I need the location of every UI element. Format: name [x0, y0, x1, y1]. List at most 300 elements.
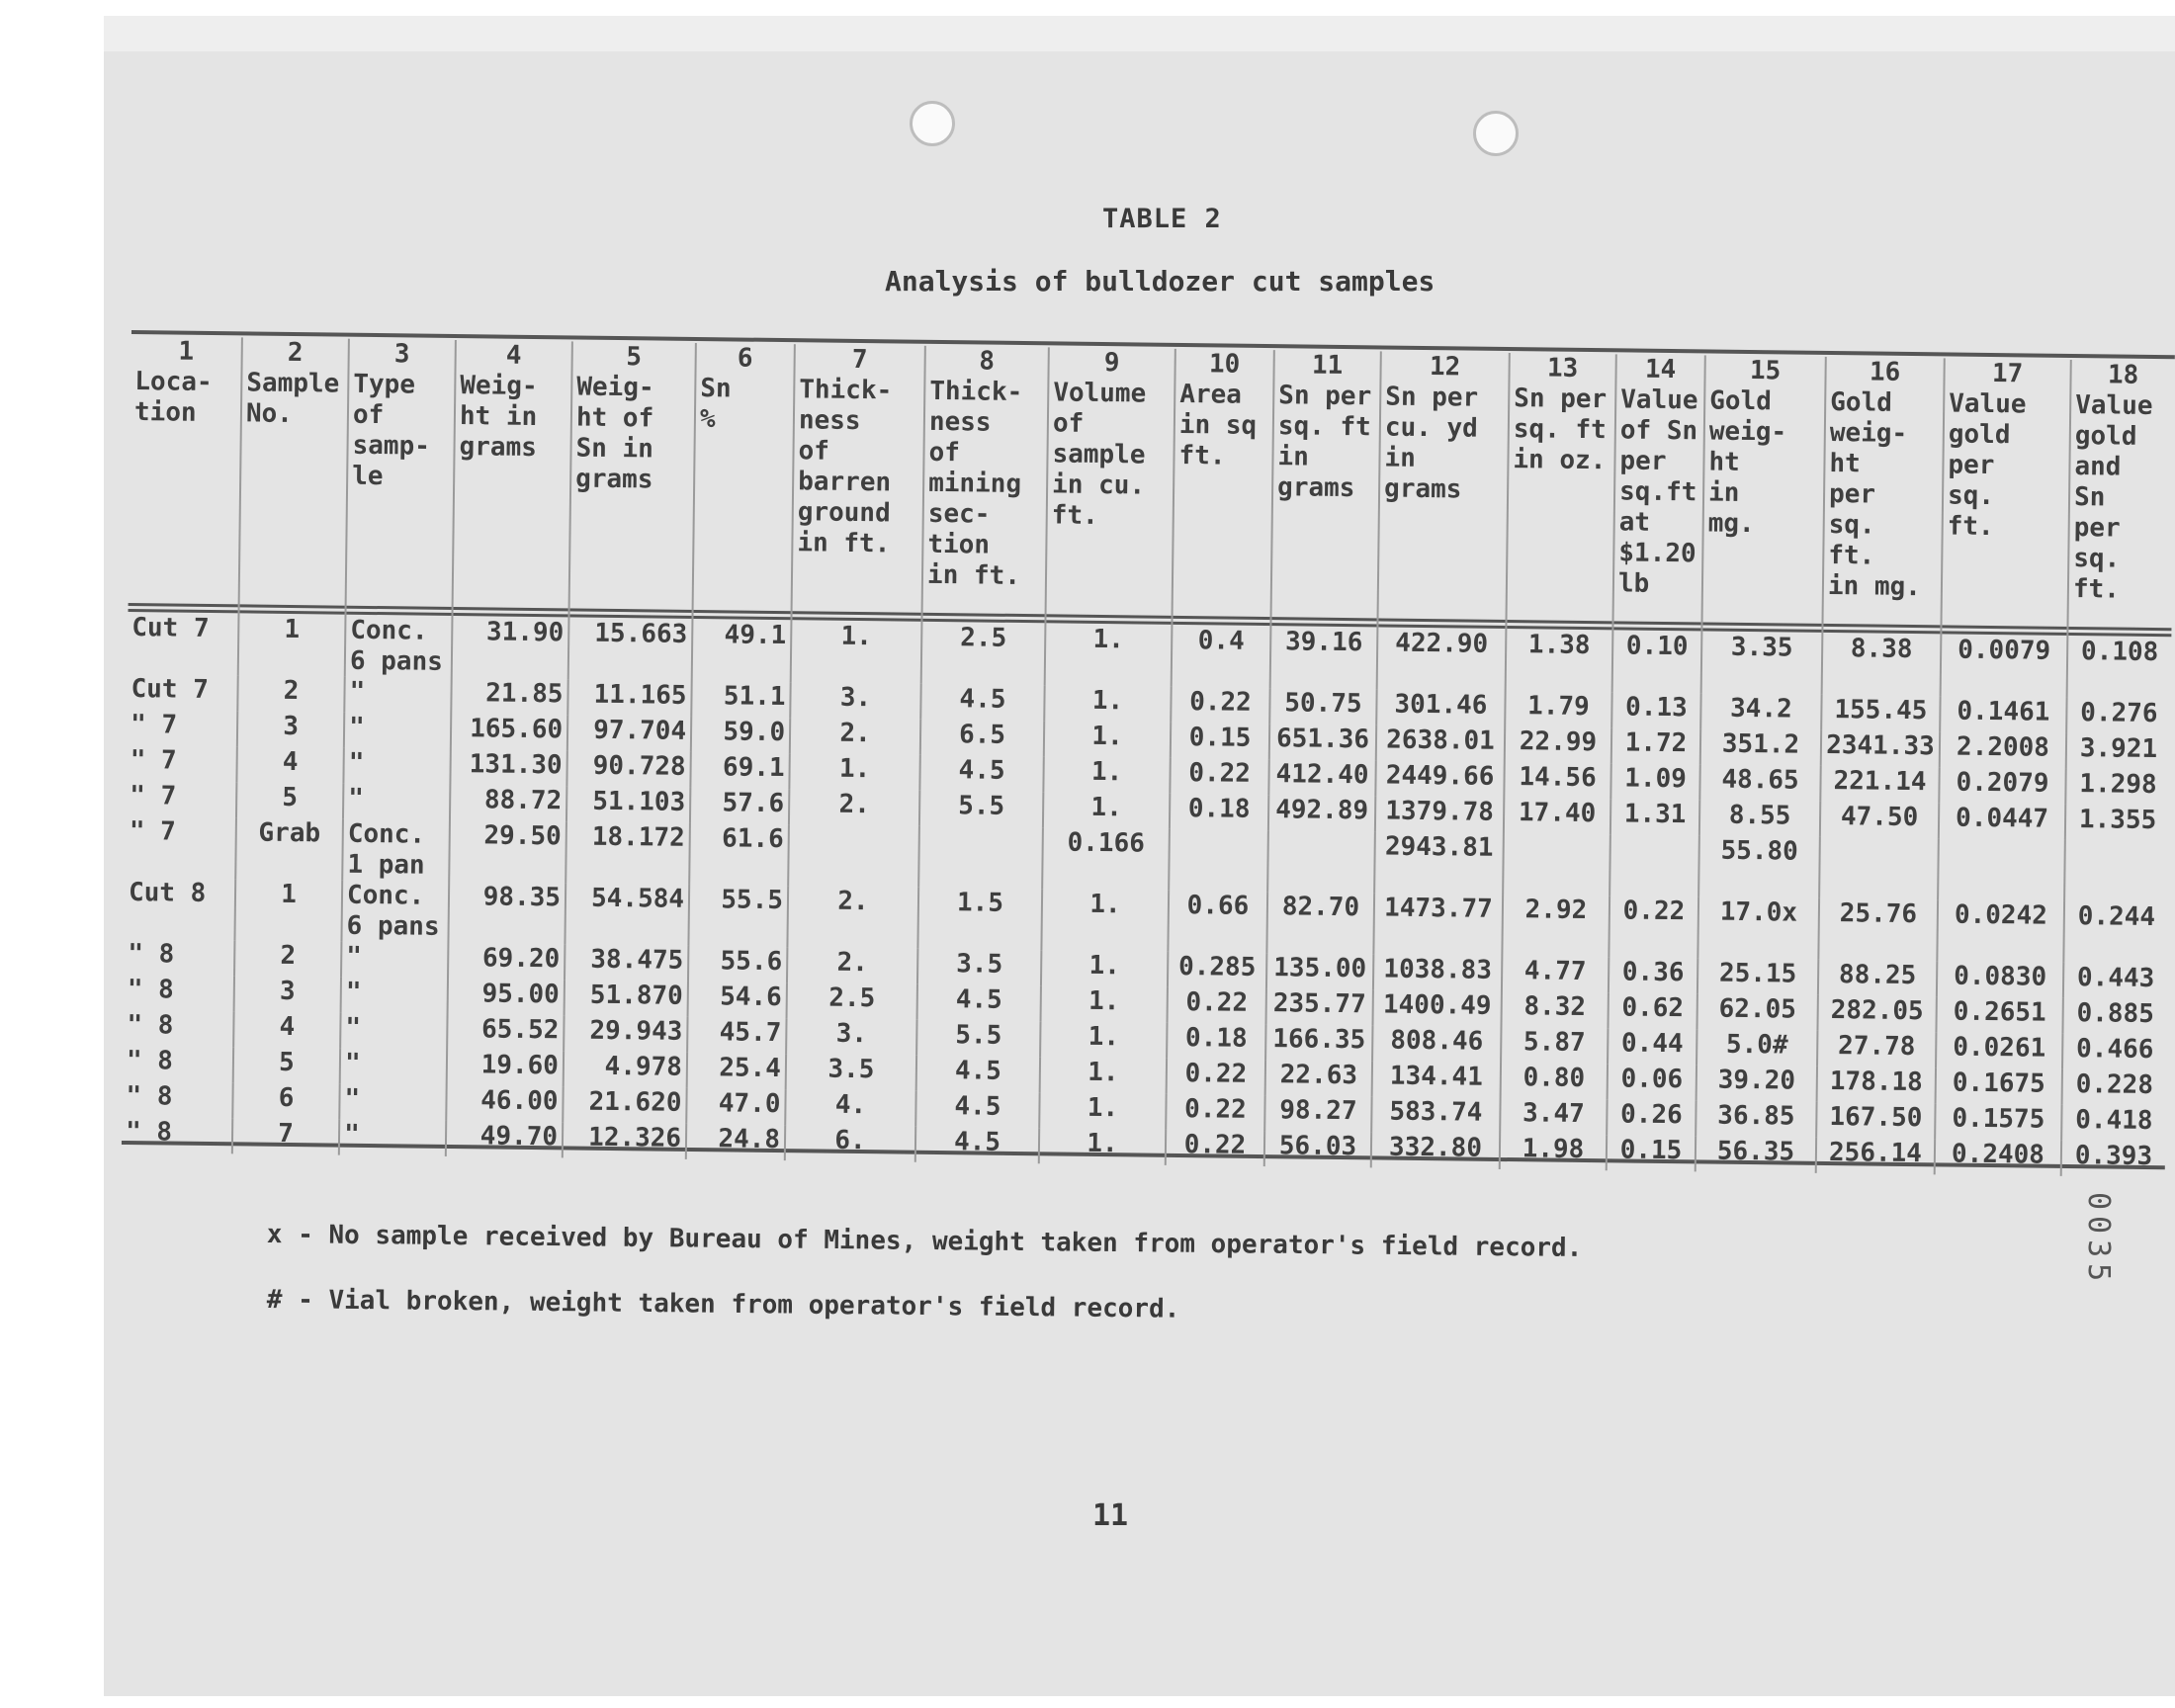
table-cell-col-11 — [1267, 830, 1375, 893]
table-cell-col-14: 0.10 — [1612, 621, 1702, 693]
table-cell-col-8: 5.5 — [919, 791, 1043, 828]
table-cell-col-17: 0.1675 — [1936, 1068, 2062, 1105]
table-cell-col-7: 4. — [785, 1089, 915, 1127]
table-cell-col-17: 0.0447 — [1939, 803, 2065, 840]
table-cell-col-7: 1. — [791, 611, 922, 684]
table-cell-col-2: 3 — [234, 976, 341, 1012]
table-cell-col-14 — [1610, 834, 1699, 897]
table-cell-col-8: 2.5 — [921, 613, 1046, 686]
table-cell-col-13: 17.40 — [1504, 798, 1610, 834]
table-cell-col-16: 47.50 — [1820, 802, 1939, 838]
table-cell-col-18: 0.418 — [2061, 1105, 2165, 1142]
table-cell-col-15: 8.55 — [1699, 800, 1820, 836]
table-cell-col-8: 6.5 — [920, 720, 1044, 757]
table-cell-col-1: " 8 — [126, 1080, 173, 1112]
table-cell-col-17: 0.2079 — [1939, 767, 2065, 805]
column-number: 14 — [1644, 354, 1677, 385]
table-cell-col-16: 155.45 — [1821, 695, 1940, 731]
column-label: Sn per sq. ft in grams — [1276, 381, 1372, 504]
table-cell-col-7: 3. — [786, 1018, 916, 1056]
table-cell-col-6: 24.8 — [686, 1124, 785, 1160]
table-cell-col-17: 0.2408 — [1935, 1139, 2061, 1176]
column-header-11 — [1271, 350, 1381, 618]
table-cell-col-6: 49.1 — [692, 610, 792, 682]
table-cell-col-3: Conc. 1 pan — [342, 819, 450, 882]
table-cell-col-15: 36.85 — [1696, 1100, 1816, 1137]
table-cell-col-3: " — [343, 748, 450, 785]
table-cell-col-11: 98.27 — [1264, 1095, 1371, 1132]
table-cell-col-5: 4.978 — [564, 1051, 687, 1088]
table-cell-col-16: 27.78 — [1817, 1031, 1936, 1068]
table-cell-col-5: 11.165 — [567, 679, 691, 717]
table-cell-col-11: 166.35 — [1265, 1024, 1372, 1061]
table-cell-col-1: Cut 7 — [130, 674, 210, 705]
table-cell-col-16: 88.25 — [1818, 960, 1937, 996]
table-cell-col-14: 0.26 — [1607, 1099, 1696, 1136]
table-cell-col-2: 4 — [233, 1011, 340, 1048]
table-cell-col-13: 8.32 — [1501, 991, 1608, 1028]
column-label: Volume of sample in cu. ft. — [1051, 378, 1147, 531]
table-cell-col-9: 1. — [1041, 985, 1168, 1023]
table-cell-col-6: 47.0 — [686, 1088, 785, 1125]
table-cell-col-7 — [788, 824, 919, 888]
table-cell-col-15: 48.65 — [1699, 764, 1820, 801]
column-number: 1 — [178, 336, 195, 367]
table-cell-col-2: 6 — [232, 1082, 339, 1119]
table-cell-col-4: 131.30 — [450, 749, 566, 786]
column-header-2 — [239, 337, 349, 605]
table-cell-col-10: 0.22 — [1168, 987, 1266, 1024]
table-cell-col-18: 0.885 — [2062, 998, 2166, 1035]
table-cell-col-3: " — [339, 1084, 446, 1121]
archive-stamp: 0035 — [2081, 1192, 2116, 1288]
table-cell-col-3: " — [344, 713, 451, 749]
column-label: Weig- ht of Sn in grams — [575, 372, 654, 495]
column-number: 5 — [626, 342, 643, 373]
table-cell-col-18: 1.298 — [2065, 769, 2169, 806]
table-cell-col-14: 0.22 — [1609, 896, 1698, 958]
table-cell-col-11: 82.70 — [1266, 892, 1374, 954]
column-label: Gold weig- ht in mg. — [1707, 385, 1787, 540]
table-cell-col-10: 0.18 — [1170, 794, 1268, 830]
table-cell-col-12: 2638.01 — [1376, 725, 1505, 762]
header-row — [129, 336, 2175, 628]
table-cell-col-15: 5.0# — [1696, 1029, 1817, 1066]
table-cell-col-7: 2. — [787, 886, 918, 949]
table-cell-col-2: 4 — [236, 746, 343, 783]
table-cell-col-17: 0.0079 — [1941, 625, 2068, 698]
column-header-5 — [569, 341, 696, 610]
table-cell-col-16: 178.18 — [1817, 1067, 1936, 1103]
document-page — [104, 16, 2175, 1696]
table-cell-col-4: 98.35 — [448, 882, 566, 944]
column-header-12 — [1378, 351, 1510, 620]
table-cell-col-4: 31.90 — [452, 607, 569, 679]
column-header-1 — [129, 336, 242, 604]
table-cell-col-11: 651.36 — [1269, 724, 1376, 760]
table-cell-col-14: 0.36 — [1609, 957, 1697, 993]
table-cell-col-1: " 7 — [130, 781, 177, 811]
table-cell-col-6: 45.7 — [687, 1017, 786, 1054]
table-cell-col-9: 1. — [1039, 1128, 1166, 1165]
table-cell-col-3: " — [341, 978, 448, 1014]
column-header-18 — [2067, 360, 2174, 628]
table-cell-col-16: 8.38 — [1822, 624, 1942, 696]
table-cell-col-1: " 7 — [129, 816, 176, 847]
column-header-13 — [1507, 353, 1616, 621]
table-cell-col-7: 1. — [789, 753, 919, 791]
table-cell-col-9: 1. — [1044, 685, 1171, 723]
column-number: 3 — [393, 339, 410, 370]
table-cell-col-10: 0.4 — [1172, 616, 1271, 688]
table-cell-col-10: 0.22 — [1166, 1094, 1264, 1131]
table-cell-col-17: 2.2008 — [1940, 731, 2066, 769]
table-cell-col-11: 412.40 — [1268, 759, 1375, 796]
column-header-16 — [1823, 357, 1945, 625]
table-cell-col-10: 0.18 — [1167, 1023, 1265, 1060]
column-header-7 — [792, 344, 925, 613]
table-cell-col-13: 0.80 — [1501, 1063, 1608, 1099]
table-cell-col-13: 1.79 — [1505, 691, 1611, 727]
column-number: 11 — [1311, 350, 1344, 381]
column-number: 16 — [1869, 357, 1901, 387]
column-number: 13 — [1546, 353, 1579, 384]
table-cell-col-13: 4.77 — [1502, 956, 1609, 992]
table-cell-col-12: 808.46 — [1372, 1025, 1501, 1063]
table-cell-col-10 — [1169, 829, 1268, 892]
table-cell-col-8: 5.5 — [916, 1020, 1040, 1058]
table-cell-col-15: 34.2 — [1700, 693, 1821, 729]
table-cell-col-18: 0.466 — [2062, 1034, 2166, 1070]
table-cell-col-14: 0.15 — [1607, 1135, 1696, 1171]
column-number: 6 — [737, 343, 753, 374]
column-label: Value of Sn per sq.ft at $1.20 lb — [1617, 384, 1698, 599]
table-cell-col-10: 0.285 — [1168, 952, 1266, 988]
column-number: 9 — [1103, 348, 1120, 379]
table-cell-col-5: 97.704 — [567, 715, 691, 752]
table-cell-col-18: 3.921 — [2066, 733, 2170, 770]
column-label: Type of samp- le — [352, 369, 431, 492]
table-cell-col-7: 3.5 — [786, 1054, 916, 1091]
column-label: Sn per cu. yd in grams — [1383, 382, 1479, 505]
table-cell-col-10: 0.66 — [1168, 891, 1267, 953]
column-label: Thick- ness of mining sec- tion in ft. — [926, 376, 1023, 591]
page-number: 11 — [1092, 1498, 1129, 1533]
table-cell-col-4: 46.00 — [446, 1085, 563, 1122]
table-cell-col-12: 1038.83 — [1373, 954, 1502, 991]
table-cell-col-9: 1. — [1040, 1057, 1167, 1094]
table-cell-col-16: 282.05 — [1817, 995, 1936, 1032]
table-cell-col-4: 19.60 — [447, 1050, 564, 1086]
column-number: 18 — [2107, 360, 2139, 390]
column-number: 4 — [505, 340, 522, 371]
table-cell-col-16: 256.14 — [1816, 1138, 1935, 1174]
table-cell-col-12: 583.74 — [1371, 1096, 1500, 1134]
table-cell-col-4: 69.20 — [448, 943, 565, 980]
table-cell-col-6: 55.5 — [688, 885, 788, 947]
table-cell-col-18: 1.355 — [2065, 805, 2169, 841]
table-cell-col-18 — [2064, 840, 2169, 902]
table-cell-col-18: 0.443 — [2063, 963, 2167, 999]
table-cell-col-13: 1.38 — [1506, 620, 1613, 692]
punch-hole-right — [1473, 111, 1519, 156]
table-cell-col-3: " — [344, 677, 451, 714]
table-cell-col-5: 90.728 — [566, 750, 690, 788]
table-cell-col-15: 351.2 — [1700, 728, 1821, 765]
table-cell-col-6: 69.1 — [690, 752, 789, 789]
table-cell-col-17: 0.2651 — [1936, 996, 2062, 1034]
column-header-15 — [1702, 355, 1826, 623]
table-cell-col-6: 55.6 — [688, 946, 787, 982]
table-cell-col-9: 1. — [1044, 721, 1171, 758]
table-cell-col-10: 0.22 — [1167, 1059, 1265, 1095]
table-cell-col-17: 0.0261 — [1936, 1032, 2062, 1069]
table-cell-col-5: 51.103 — [566, 786, 690, 823]
table-cell-col-11: 39.16 — [1270, 617, 1378, 689]
column-label: Thick- ness of barren ground in ft. — [797, 375, 893, 559]
column-number: 7 — [851, 344, 868, 376]
column-label: Value gold and Sn per sq. ft. — [2072, 390, 2153, 605]
column-header-3 — [346, 339, 456, 607]
table-cell-col-2: Grab — [235, 817, 343, 880]
table-cell-col-16: 167.50 — [1816, 1102, 1935, 1139]
table-cell-col-17: 0.0242 — [1937, 899, 2064, 963]
table-cell-col-1: " 7 — [130, 710, 178, 740]
table-cell-col-15: 25.15 — [1697, 958, 1818, 994]
table-cell-col-15: 39.20 — [1696, 1065, 1817, 1101]
table-cell-col-15: 62.05 — [1696, 993, 1817, 1030]
table-cell-col-12: 422.90 — [1377, 618, 1507, 691]
column-header-9 — [1046, 347, 1175, 616]
table-cell-col-8: 4.5 — [915, 1091, 1039, 1129]
page-edge — [104, 16, 2175, 51]
column-number: 15 — [1749, 356, 1782, 386]
column-number: 17 — [1991, 358, 2024, 389]
table-cell-col-10: 0.22 — [1166, 1130, 1264, 1166]
table-cell-col-2: 2 — [237, 675, 344, 712]
column-label: Weig- ht in grams — [459, 371, 538, 464]
column-header-4 — [453, 340, 572, 608]
table-cell-col-12: 2943.81 — [1374, 831, 1504, 895]
table-cell-col-9: 1. — [1043, 792, 1170, 829]
table-cell-col-9: 1. — [1041, 950, 1168, 987]
table-cell-col-2: 2 — [234, 940, 341, 977]
table-cell-col-14: 0.13 — [1611, 692, 1700, 728]
table-cell-col-13: 5.87 — [1501, 1027, 1608, 1064]
column-label: Gold weig- ht per sq. ft. in mg. — [1827, 386, 1922, 603]
table-cell-col-4: 165.60 — [451, 714, 567, 750]
table-title: TABLE 2 — [1102, 204, 1222, 234]
table-cell-col-14: 1.72 — [1611, 727, 1700, 764]
table-cell-col-17: 0.0830 — [1937, 961, 2063, 998]
table-body — [122, 603, 2172, 1177]
table-cell-col-18: 0.108 — [2067, 627, 2172, 699]
table-cell-col-8: 4.5 — [916, 1056, 1040, 1093]
table-cell-col-13: 1.98 — [1500, 1134, 1607, 1170]
table-cell-col-13 — [1503, 833, 1610, 896]
table-cell-col-3: " — [340, 1049, 447, 1085]
table-cell-col-3: Conc. 6 pans — [345, 606, 453, 678]
table-cell-col-14: 1.31 — [1610, 799, 1699, 835]
table-cell-col-3: Conc. 6 pans — [341, 881, 449, 943]
punch-hole-left — [910, 101, 955, 146]
table-cell-col-12: 134.41 — [1372, 1061, 1501, 1098]
column-number: 12 — [1429, 352, 1461, 383]
column-header-8 — [922, 346, 1049, 615]
table-cell-col-5: 21.620 — [563, 1086, 686, 1124]
table-cell-col-5: 54.584 — [565, 883, 689, 946]
table-cell-col-8: 4.5 — [920, 684, 1044, 722]
table-cell-col-5: 29.943 — [564, 1015, 687, 1053]
table-cell-col-12: 301.46 — [1376, 689, 1505, 726]
table-cell-col-11: 22.63 — [1265, 1060, 1372, 1096]
table-cell-col-11: 492.89 — [1268, 795, 1375, 831]
table-cell-col-4: 88.72 — [450, 785, 566, 821]
table-cell-col-7: 2. — [790, 718, 920, 755]
table-cell-col-1: " 8 — [127, 1009, 174, 1041]
table-cell-col-6: 57.6 — [690, 788, 789, 824]
table-cell-col-18: 0.228 — [2062, 1069, 2166, 1106]
table-cell-col-1: " 8 — [127, 975, 174, 1005]
table-cell-col-4: 65.52 — [447, 1014, 564, 1051]
table-cell-col-9: 1. — [1045, 614, 1173, 687]
table-cell-col-5: 18.172 — [566, 821, 690, 885]
table-cell-col-7: 6. — [785, 1125, 915, 1162]
analysis-table-wrapper — [121, 330, 2175, 1264]
table-cell-col-2: 7 — [232, 1118, 339, 1154]
table-cell-col-1: " 8 — [128, 939, 175, 970]
table-cell-col-12: 1400.49 — [1373, 989, 1502, 1027]
table-cell-col-3: " — [340, 1013, 447, 1050]
column-header-17 — [1941, 358, 2070, 627]
column-header-10 — [1173, 349, 1274, 617]
table-cell-col-4: 49.70 — [446, 1121, 563, 1157]
table-cell-col-17: 0.1575 — [1935, 1103, 2061, 1141]
column-header-14 — [1613, 354, 1705, 622]
table-cell-col-4: 21.85 — [451, 678, 567, 715]
table-cell-col-9: 0.166 — [1042, 827, 1170, 891]
table-cell-col-1: Cut 7 — [131, 613, 210, 643]
table-cell-col-11: 235.77 — [1266, 988, 1373, 1025]
table-cell-col-9: 1. — [1043, 756, 1170, 794]
column-label: Sn % — [699, 374, 732, 435]
column-label: Value gold per sq. ft. — [1947, 388, 2027, 543]
table-cell-col-17: 0.1461 — [1940, 696, 2066, 733]
table-cell-col-3: " — [339, 1120, 446, 1156]
table-cell-col-10: 0.22 — [1170, 758, 1268, 795]
table-cell-col-14: 1.09 — [1610, 763, 1699, 800]
table-cell-col-2: 1 — [234, 879, 342, 941]
table-cell-col-2: 5 — [236, 782, 343, 818]
table-cell-col-12: 1379.78 — [1375, 796, 1504, 833]
table-cell-col-5: 12.326 — [563, 1122, 686, 1159]
table-cell-col-9: 1. — [1040, 1021, 1167, 1059]
table-cell-col-7: 2. — [787, 947, 917, 984]
column-number: 10 — [1208, 349, 1241, 380]
table-cell-col-6: 25.4 — [687, 1053, 786, 1089]
table-cell-col-1: Cut 8 — [128, 878, 207, 908]
table-cell-col-2: 1 — [238, 604, 346, 676]
table-cell-col-17 — [1938, 838, 2065, 901]
analysis-table — [122, 336, 2175, 1177]
table-cell-col-3: " — [343, 784, 450, 820]
footnote-hash: # - Vial broken, weight taken from operator's field record. — [266, 1285, 1180, 1324]
table-cell-col-8: 4.5 — [915, 1127, 1039, 1164]
table-cell-col-6: 59.0 — [691, 717, 790, 753]
table-cell-col-16 — [1819, 837, 1939, 899]
table-cell-col-7: 2. — [789, 789, 919, 826]
table-subtitle: Analysis of bulldozer cut samples — [885, 265, 1436, 298]
table-cell-col-16: 25.76 — [1818, 898, 1938, 961]
column-label: Sn per sq. ft in oz. — [1513, 384, 1608, 476]
column-label: Area in sq ft. — [1178, 379, 1258, 471]
table-cell-col-1: " 8 — [126, 1045, 174, 1076]
table-cell-col-5: 51.870 — [565, 980, 688, 1017]
table-cell-col-1: " 8 — [125, 1116, 173, 1148]
table-cell-col-10: 0.22 — [1171, 687, 1269, 724]
table-cell-col-5: 38.475 — [565, 944, 688, 982]
table-cell-col-18: 0.276 — [2066, 698, 2170, 734]
table-cell-col-6: 54.6 — [688, 982, 787, 1018]
table-cell-col-15: 55.80 — [1698, 835, 1820, 897]
table-cell-col-4: 95.00 — [448, 979, 565, 1015]
table-cell-col-9: 1. — [1039, 1092, 1166, 1130]
table-cell-col-6: 61.6 — [689, 823, 789, 886]
table-cell-col-15: 56.35 — [1696, 1136, 1816, 1172]
footnote-x: x - No sample received by Bureau of Mines, weight taken from operator's field record. — [266, 1220, 1583, 1263]
table-cell-col-11: 56.03 — [1264, 1131, 1371, 1167]
column-number: 2 — [287, 337, 304, 369]
table-cell-col-14: 0.62 — [1608, 992, 1696, 1029]
table-cell-col-13: 3.47 — [1500, 1098, 1607, 1135]
table-cell-col-9: 1. — [1041, 889, 1169, 952]
table-cell-col-16: 221.14 — [1820, 766, 1939, 803]
table-cell-col-1: " 7 — [130, 745, 177, 776]
table-cell-col-8: 4.5 — [919, 755, 1043, 793]
column-label: Sample No. — [245, 368, 340, 429]
table-cell-col-8: 1.5 — [917, 888, 1042, 951]
table-cell-col-12: 2449.66 — [1375, 760, 1504, 798]
table-cell-col-6: 51.1 — [691, 681, 790, 718]
column-number: 8 — [979, 346, 996, 377]
table-cell-col-8: 3.5 — [917, 949, 1041, 986]
table-cell-col-3: " — [341, 942, 448, 979]
table-cell-col-11: 135.00 — [1266, 953, 1373, 989]
table-cell-col-13: 22.99 — [1505, 726, 1611, 763]
table-cell-col-11: 50.75 — [1269, 688, 1376, 725]
table-cell-col-12: 1473.77 — [1373, 893, 1503, 956]
table-cell-col-18: 0.393 — [2061, 1141, 2165, 1177]
table-cell-col-15: 17.0x — [1697, 897, 1819, 959]
table-cell-col-2: 5 — [233, 1047, 340, 1083]
table-cell-col-2: 3 — [237, 711, 344, 747]
table-cell-col-8 — [918, 826, 1043, 890]
table-cell-col-5: 15.663 — [568, 608, 693, 681]
table-cell-col-14: 0.06 — [1608, 1064, 1696, 1100]
column-header-6 — [693, 343, 795, 611]
table-cell-col-13: 2.92 — [1502, 895, 1610, 957]
table-cell-col-7: 2.5 — [787, 982, 917, 1020]
table-cell-col-7: 3. — [790, 682, 920, 720]
table-cell-col-16: 2341.33 — [1821, 730, 1940, 767]
table-cell-col-8: 4.5 — [917, 984, 1041, 1022]
table-cell-col-12: 332.80 — [1371, 1132, 1500, 1169]
table-cell-col-4: 29.50 — [449, 820, 566, 883]
table-cell-col-10: 0.15 — [1171, 723, 1269, 759]
table-cell-col-15: 3.35 — [1701, 622, 1823, 694]
column-label: Loca- tion — [133, 367, 213, 428]
table-cell-col-14: 0.44 — [1608, 1028, 1696, 1065]
